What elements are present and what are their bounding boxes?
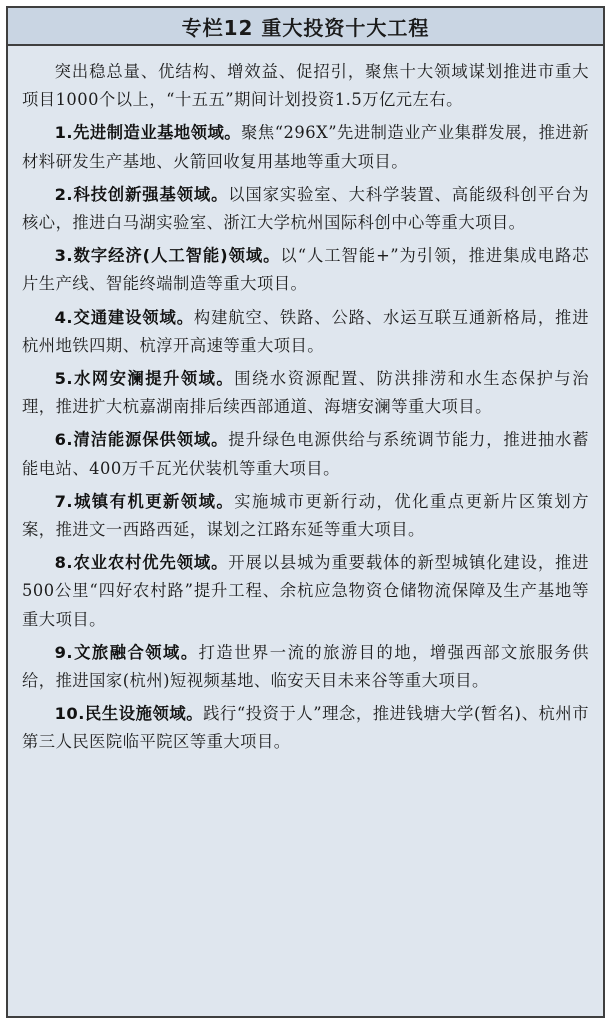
item-heading: 9.文旅融合领域。 xyxy=(54,642,199,662)
item-body: 聚焦“296X”先进制造业产业集群发展，推进新材料研发生产基地、火箭回收复用基地等重大项目。 xyxy=(22,123,589,171)
item-body: 以“人工智能+”为引领，推进集成电路芯片生产线、智能终端制造等重大项目。 xyxy=(22,246,589,294)
project-item-6 xyxy=(22,426,589,482)
item-heading: 5.水网安澜提升领域。 xyxy=(54,369,235,389)
item-body: 打造世界一流的旅游目的地，增强西部文旅服务供给，推进国家(杭州)短视频基地、临安天目未来谷等重大项目。 xyxy=(22,642,589,691)
project-item-10 xyxy=(22,700,589,756)
intro-paragraph: 突出稳总量、优结构、增效益、促招引，聚焦十大领域谋划推进市重大项目1000个以上，“十五五”期间计划投资1.5万亿元左右。 xyxy=(22,62,589,110)
item-heading: 8.农业农村优先领域。 xyxy=(54,553,229,573)
item-body: 开展以县城为重要载体的新型城镇化建设，推进500公里“四好农村路”提升工程、余杭应急物资仓储物流保障及生产基地等重大项目。 xyxy=(22,553,589,629)
project-item-8 xyxy=(22,549,589,634)
item-heading: 7.城镇有机更新领域。 xyxy=(54,491,235,511)
item-heading: 2.科技创新强基领域。 xyxy=(54,184,229,204)
project-item-1 xyxy=(22,119,589,175)
column-panel xyxy=(6,6,605,1018)
project-item-7 xyxy=(22,488,589,544)
item-heading: 3.数字经济(人工智能)领域。 xyxy=(54,246,281,266)
project-item-9 xyxy=(22,639,589,695)
item-body: 围绕水资源配置、防洪排涝和水生态保护与治理，推进扩大杭嘉湖南排后续西部通道、海塘安澜等重大项目。 xyxy=(22,369,589,417)
project-item-3 xyxy=(22,242,589,298)
project-item-4 xyxy=(22,304,589,360)
item-body: 实施城市更新行动，优化重点更新片区策划方案，推进文一西路西延，谋划之江路东延等重大项目。 xyxy=(22,491,589,540)
item-heading: 4.交通建设领域。 xyxy=(54,307,194,327)
item-body: 以国家实验室、大科学装置、高能级科创平台为核心，推进白马湖实验室、浙江大学杭州国际科创中心等重大项目。 xyxy=(22,184,589,233)
item-heading: 1.先进制造业基地领域。 xyxy=(54,123,242,143)
item-heading: 10.民生设施领域。 xyxy=(54,704,204,724)
panel-title: 专栏12 重大投资十大工程 xyxy=(181,15,430,40)
item-body: 践行“投资于人”理念，推进钱塘大学(暂名)、杭州市第三人民医院临平院区等重大项目。 xyxy=(22,704,590,752)
title-bar xyxy=(8,8,603,46)
item-body: 提升绿色电源供给与系统调节能力，推进抽水蓄能电站、400万千瓦光伏装机等重大项目。 xyxy=(22,430,589,478)
item-body: 构建航空、铁路、公路、水运互联互通新格局，推进杭州地铁四期、杭淳开高速等重大项目。 xyxy=(22,307,589,355)
panel-content xyxy=(8,46,603,757)
item-heading: 6.清洁能源保供领域。 xyxy=(54,430,229,450)
project-item-2 xyxy=(22,181,589,237)
project-item-5 xyxy=(22,365,589,421)
